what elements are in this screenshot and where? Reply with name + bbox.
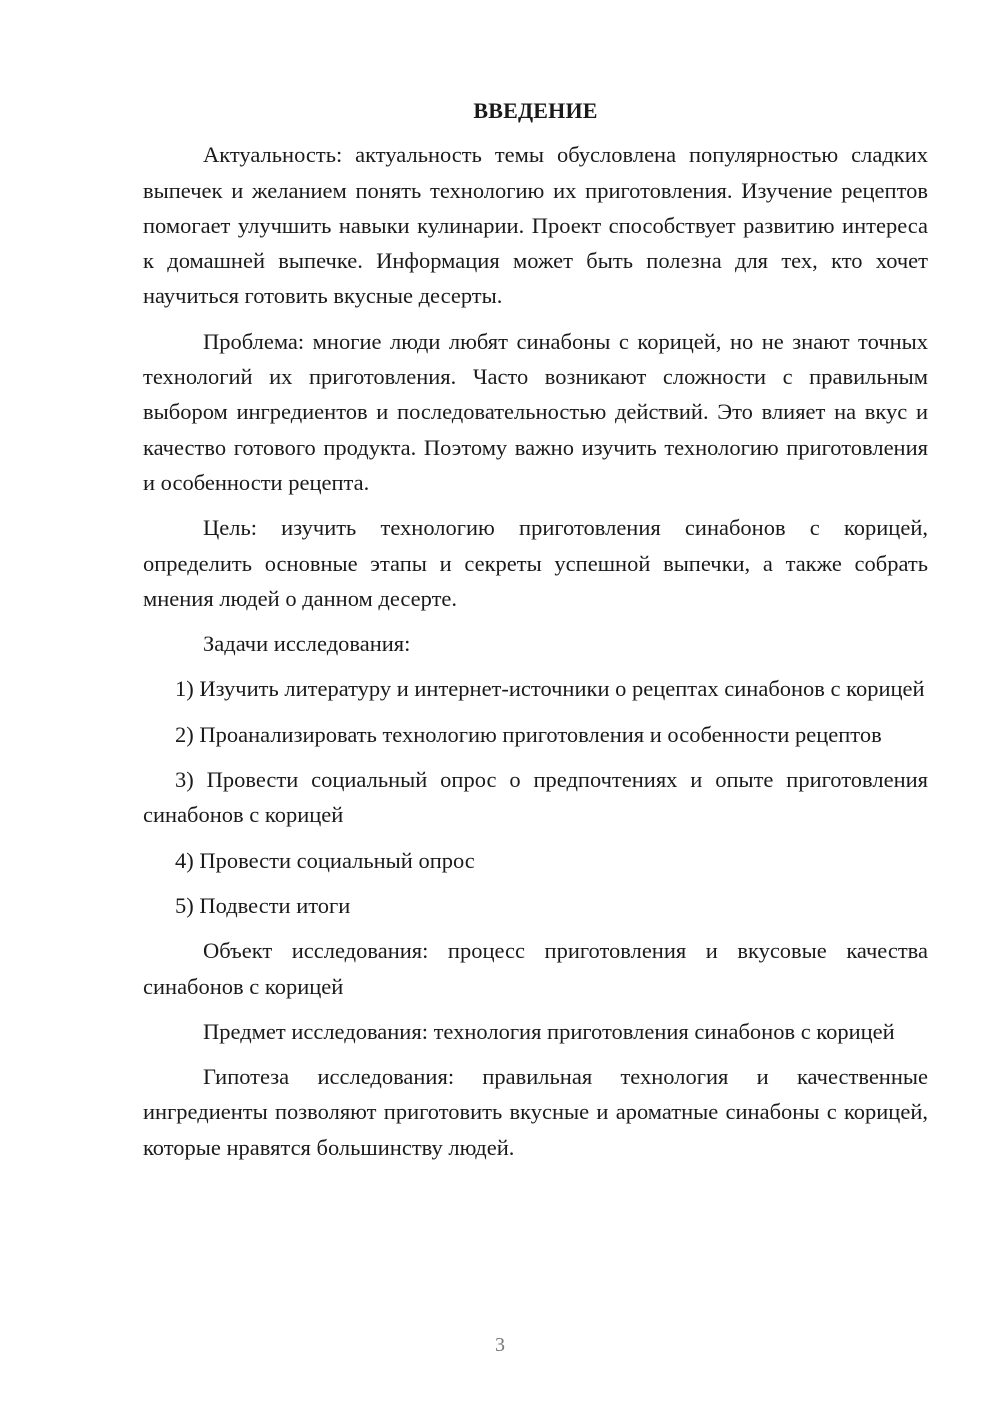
problem-paragraph: Проблема: многие люди любят синабоны с корицей, но не знают точных технологий их приготовления. Часто возникают сложности с правильным выбором ингредиентов и последовательностью действий. Это влияет на вкус и качество готового продукта. Поэтому важно изучить технологию приготовления и особенности рецепта. (143, 328, 928, 495)
object-paragraph: Объект исследования: процесс приготовления и вкусовые качества синабонов с корицей (143, 938, 928, 999)
subject-paragraph: Предмет исследования: технология приготовления синабонов с корицей (203, 1018, 895, 1044)
relevance-paragraph: Актуальность: актуальность темы обусловлена популярностью сладких выпечек и желанием понять технологию их приготовления. Изучение рецептов помогает улучшить навыки кулинарии. Проект способствует развитию интереса к домашней выпечке. Информация может быть полезна для тех, кто хочет научиться готовить вкусные десерты. (143, 142, 928, 309)
task-item: 3) Провести социальный опрос о предпочтениях и опыте приготовления синабонов с корицей (143, 767, 928, 828)
goal-paragraph: Цель: изучить технологию приготовления синабонов с корицей, определить основные этапы и секреты успешной выпечки, а также собрать мнения людей о данном десерте. (143, 515, 928, 611)
task-item: 1) Изучить литературу и интернет-источники о рецептах синабонов с корицей (175, 676, 925, 702)
page-number: 3 (495, 1334, 505, 1356)
task-item: 2) Проанализировать технологию приготовления и особенности рецептов (175, 721, 882, 747)
task-item: 5) Подвести итоги (175, 892, 351, 918)
page-content (143, 93, 928, 1175)
tasks-heading: Задачи исследования: (203, 631, 411, 657)
hypothesis-paragraph: Гипотеза исследования: правильная технология и качественные ингредиенты позволяют приготовить вкусные и ароматные синабоны с корицей, которые нравятся большинству людей. (143, 1064, 928, 1160)
page-title: ВВЕДЕНИЕ (473, 98, 598, 123)
tasks-list (143, 671, 928, 923)
task-item: 4) Провести социальный опрос (175, 847, 475, 873)
